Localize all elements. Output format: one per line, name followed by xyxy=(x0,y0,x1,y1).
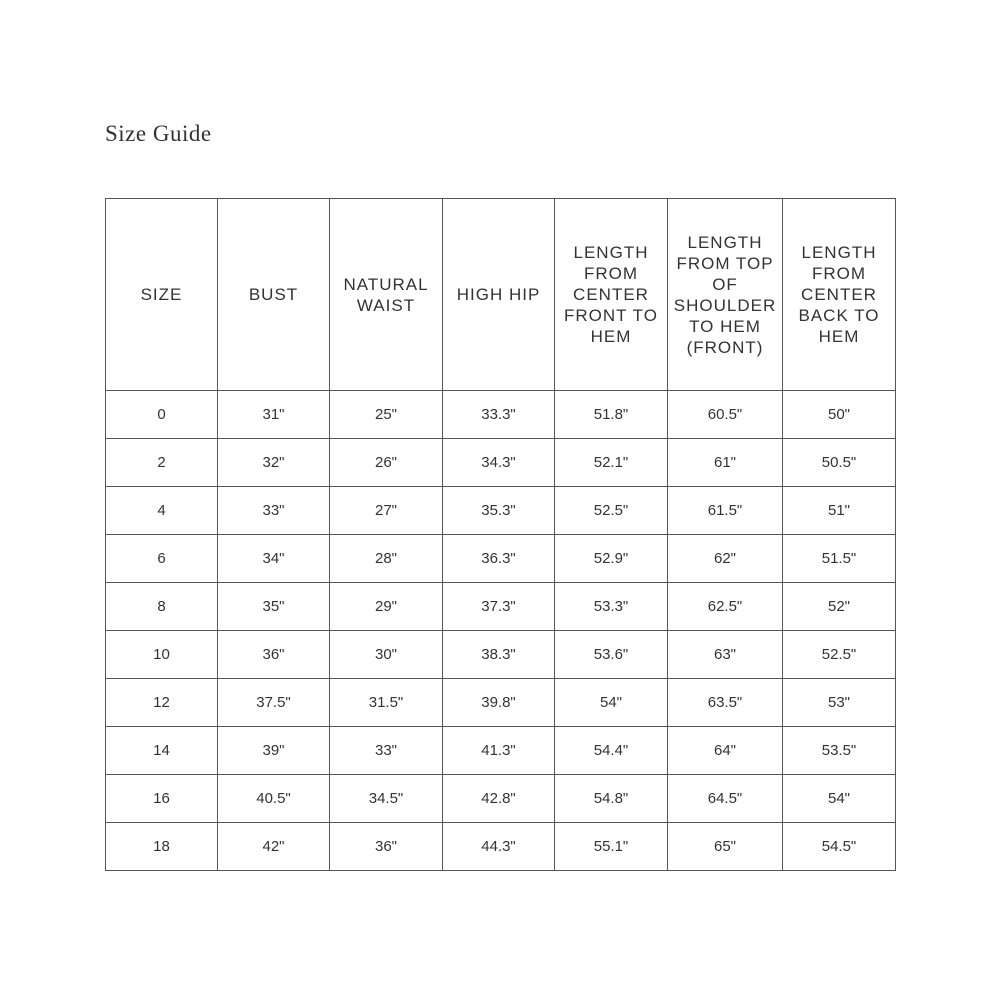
cell-length-center-front: 54" xyxy=(555,679,668,727)
cell-length-center-back: 54.5" xyxy=(783,823,896,871)
cell-length-shoulder-front: 62.5" xyxy=(668,583,783,631)
cell-high-hip: 34.3" xyxy=(443,439,555,487)
cell-length-shoulder-front: 63.5" xyxy=(668,679,783,727)
cell-high-hip: 35.3" xyxy=(443,487,555,535)
cell-length-shoulder-front: 64.5" xyxy=(668,775,783,823)
cell-natural-waist: 27" xyxy=(330,487,443,535)
cell-natural-waist: 26" xyxy=(330,439,443,487)
cell-bust: 42" xyxy=(218,823,330,871)
cell-size: 14 xyxy=(106,727,218,775)
size-guide-table xyxy=(105,198,896,871)
cell-length-center-front: 52.5" xyxy=(555,487,668,535)
cell-bust: 36" xyxy=(218,631,330,679)
cell-natural-waist: 30" xyxy=(330,631,443,679)
table-row xyxy=(106,535,896,583)
cell-high-hip: 36.3" xyxy=(443,535,555,583)
cell-natural-waist: 25" xyxy=(330,391,443,439)
cell-high-hip: 42.8" xyxy=(443,775,555,823)
page-title: Size Guide xyxy=(105,121,212,146)
cell-length-center-front: 51.8" xyxy=(555,391,668,439)
cell-length-center-back: 52.5" xyxy=(783,631,896,679)
cell-length-center-front: 54.8" xyxy=(555,775,668,823)
cell-natural-waist: 28" xyxy=(330,535,443,583)
cell-high-hip: 38.3" xyxy=(443,631,555,679)
cell-high-hip: 37.3" xyxy=(443,583,555,631)
cell-high-hip: 41.3" xyxy=(443,727,555,775)
cell-bust: 40.5" xyxy=(218,775,330,823)
table-row xyxy=(106,391,896,439)
cell-length-center-back: 50.5" xyxy=(783,439,896,487)
cell-natural-waist: 29" xyxy=(330,583,443,631)
table-row xyxy=(106,439,896,487)
header-high-hip: HIGH HIP xyxy=(443,199,555,391)
cell-size: 18 xyxy=(106,823,218,871)
cell-bust: 39" xyxy=(218,727,330,775)
cell-length-center-front: 53.6" xyxy=(555,631,668,679)
cell-length-center-front: 54.4" xyxy=(555,727,668,775)
cell-bust: 37.5" xyxy=(218,679,330,727)
cell-size: 12 xyxy=(106,679,218,727)
cell-size: 2 xyxy=(106,439,218,487)
cell-size: 10 xyxy=(106,631,218,679)
cell-length-center-back: 53.5" xyxy=(783,727,896,775)
header-natural-waist: NATURAL WAIST xyxy=(330,199,443,391)
cell-bust: 34" xyxy=(218,535,330,583)
header-length-center-front: LENGTH FROM CENTER FRONT TO HEM xyxy=(555,199,668,391)
cell-size: 0 xyxy=(106,391,218,439)
cell-length-shoulder-front: 61.5" xyxy=(668,487,783,535)
cell-bust: 35" xyxy=(218,583,330,631)
table-body xyxy=(106,391,896,871)
cell-natural-waist: 36" xyxy=(330,823,443,871)
cell-high-hip: 44.3" xyxy=(443,823,555,871)
table-row xyxy=(106,727,896,775)
cell-length-shoulder-front: 60.5" xyxy=(668,391,783,439)
cell-length-center-front: 55.1" xyxy=(555,823,668,871)
cell-natural-waist: 33" xyxy=(330,727,443,775)
cell-size: 4 xyxy=(106,487,218,535)
cell-natural-waist: 34.5" xyxy=(330,775,443,823)
header-bust: BUST xyxy=(218,199,330,391)
cell-length-shoulder-front: 61" xyxy=(668,439,783,487)
cell-length-shoulder-front: 62" xyxy=(668,535,783,583)
table-row xyxy=(106,823,896,871)
cell-bust: 32" xyxy=(218,439,330,487)
cell-length-center-back: 54" xyxy=(783,775,896,823)
header-length-center-back: LENGTH FROM CENTER BACK TO HEM xyxy=(783,199,896,391)
header-size: SIZE xyxy=(106,199,218,391)
cell-bust: 31" xyxy=(218,391,330,439)
table-row xyxy=(106,679,896,727)
header-row xyxy=(106,199,896,391)
cell-length-center-back: 53" xyxy=(783,679,896,727)
cell-size: 16 xyxy=(106,775,218,823)
cell-bust: 33" xyxy=(218,487,330,535)
cell-length-center-back: 51" xyxy=(783,487,896,535)
cell-length-shoulder-front: 64" xyxy=(668,727,783,775)
cell-natural-waist: 31.5" xyxy=(330,679,443,727)
cell-length-shoulder-front: 63" xyxy=(668,631,783,679)
table-row xyxy=(106,775,896,823)
table-row xyxy=(106,631,896,679)
cell-length-center-front: 53.3" xyxy=(555,583,668,631)
cell-length-center-back: 52" xyxy=(783,583,896,631)
cell-length-center-back: 50" xyxy=(783,391,896,439)
cell-length-center-front: 52.1" xyxy=(555,439,668,487)
cell-length-center-back: 51.5" xyxy=(783,535,896,583)
table-row xyxy=(106,487,896,535)
header-length-shoulder-front: LENGTH FROM TOP OF SHOULDER TO HEM (FRONT) xyxy=(668,199,783,391)
cell-length-center-front: 52.9" xyxy=(555,535,668,583)
cell-size: 8 xyxy=(106,583,218,631)
cell-length-shoulder-front: 65" xyxy=(668,823,783,871)
cell-high-hip: 39.8" xyxy=(443,679,555,727)
table-row xyxy=(106,583,896,631)
cell-high-hip: 33.3" xyxy=(443,391,555,439)
cell-size: 6 xyxy=(106,535,218,583)
